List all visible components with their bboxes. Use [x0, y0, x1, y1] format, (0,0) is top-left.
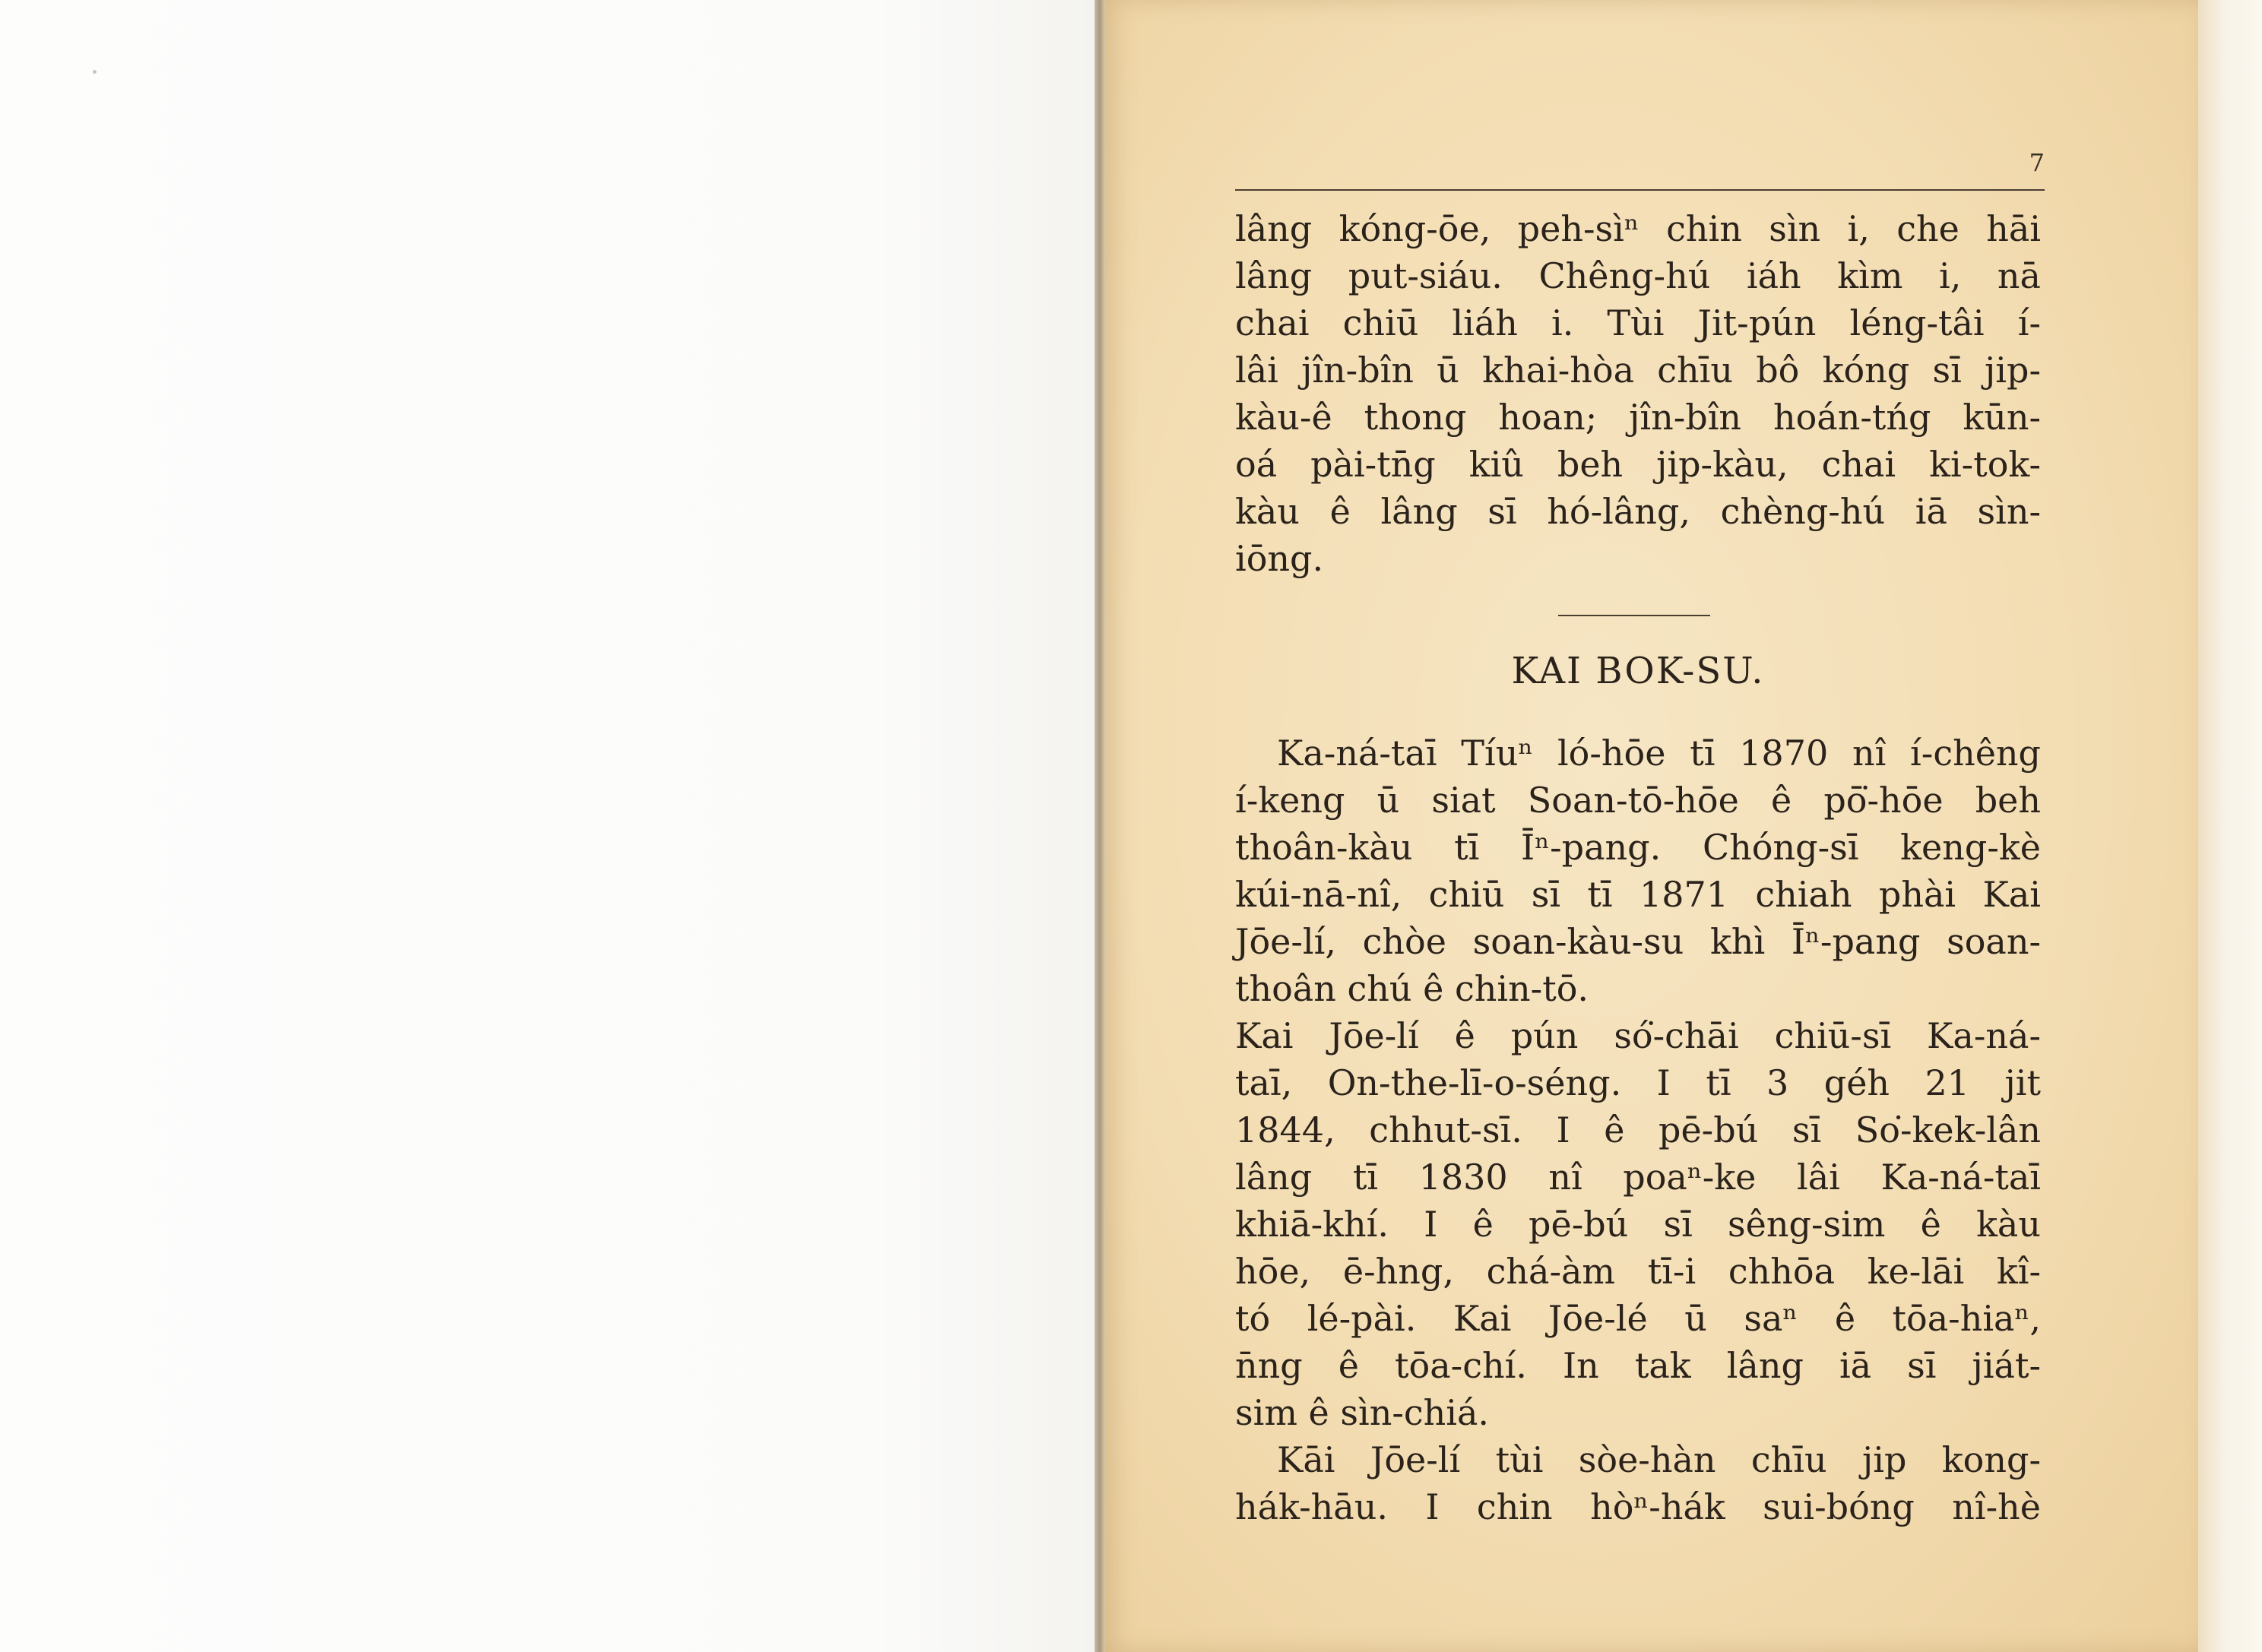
book-gutter [1095, 0, 1105, 1652]
header-rule [1235, 189, 2045, 191]
paragraph-2 [1235, 729, 2041, 1012]
text-line: oá pài-tn̄g kiû beh jip-kàu, chai ki-tok- [1235, 444, 2041, 485]
text-line: Ka-ná-taī Tíuⁿ ló-hōe tī 1870 nî í-chêng [1277, 733, 2041, 774]
text-line: lâng kóng-ōe, peh-sìⁿ chin sìn i, che hāi [1235, 208, 2041, 249]
text-line: n̄ng ê tōa-chí. In tak lâng iā sī jiát- [1235, 1345, 2041, 1386]
text-line: lâi jîn-bîn ū khai-hòa chīu bô kóng sī jip- [1235, 350, 2041, 391]
text-line: Jōe-lí, chòe soan-kàu-su khì Īⁿ-pang soan- [1235, 921, 2041, 962]
section-title: KAI BOK-SU. [1511, 650, 1765, 692]
paper-speck [93, 70, 97, 74]
page-number: 7 [2029, 148, 2045, 177]
paragraph-1 [1235, 205, 2041, 582]
text-line: í-keng ū siat Soan-tō-hōe ê pō͘-hōe beh [1235, 780, 2041, 821]
text-line: lâng put-siáu. Chêng-hú iáh kìm i, nā [1235, 255, 2041, 296]
text-line: kàu ê lâng sī hó-lâng, chèng-hú iā sìn- [1235, 491, 2041, 532]
text-line: 1844, chhut-sī. I ê pē-bú sī So͘-kek-lân [1235, 1109, 2041, 1150]
text-line: thoân chú ê chin-tō. [1235, 968, 1589, 1009]
text-line: khiā-khí. I ê pē-bú sī sêng-sim ê kàu [1235, 1204, 2041, 1245]
text-line: kàu-ê thong hoan; jîn-bîn hoán-tńg kūn- [1235, 397, 2041, 438]
paragraph-4 [1235, 1436, 2041, 1530]
text-line: kúi-nā-nî, chiū sī tī 1871 chiah phài Kai [1235, 874, 2041, 915]
text-line: thoân-kàu tī Īⁿ-pang. Chóng-sī keng-kè [1235, 827, 2041, 868]
text-line: Kai Jōe-lí ê pún só͘-chāi chiū-sī Ka-ná- [1235, 1015, 2041, 1056]
text-line: tó lé-pài. Kai Jōe-lé ū saⁿ ê tōa-hiaⁿ, [1235, 1298, 2041, 1339]
section-separator [1558, 615, 1710, 616]
text-line: taī, On-the-lī-o-séng. I tī 3 géh 21 jit [1235, 1062, 2041, 1103]
page-edge [2198, 0, 2262, 1652]
text-line: iōng. [1235, 538, 1324, 579]
text-line: chai chiū liáh i. Tùi Jit-pún léng-tâi í- [1235, 302, 2041, 343]
text-line: hōe, ē-hng, chá-àm tī-i chhōa ke-lāi kî- [1235, 1251, 2041, 1292]
paragraph-3 [1235, 1012, 2041, 1436]
text-line: Kāi Jōe-lí tùi sòe-hàn chīu jip kong- [1277, 1439, 2041, 1480]
text-line: lâng tī 1830 nî poaⁿ-ke lâi Ka-ná-taī [1235, 1157, 2041, 1198]
text-line: sim ê sìn-chiá. [1235, 1392, 1490, 1433]
blank-left-page [0, 0, 1095, 1652]
text-line: hák-hāu. I chin hòⁿ-hák sui-bóng nî-hè [1235, 1486, 2041, 1527]
